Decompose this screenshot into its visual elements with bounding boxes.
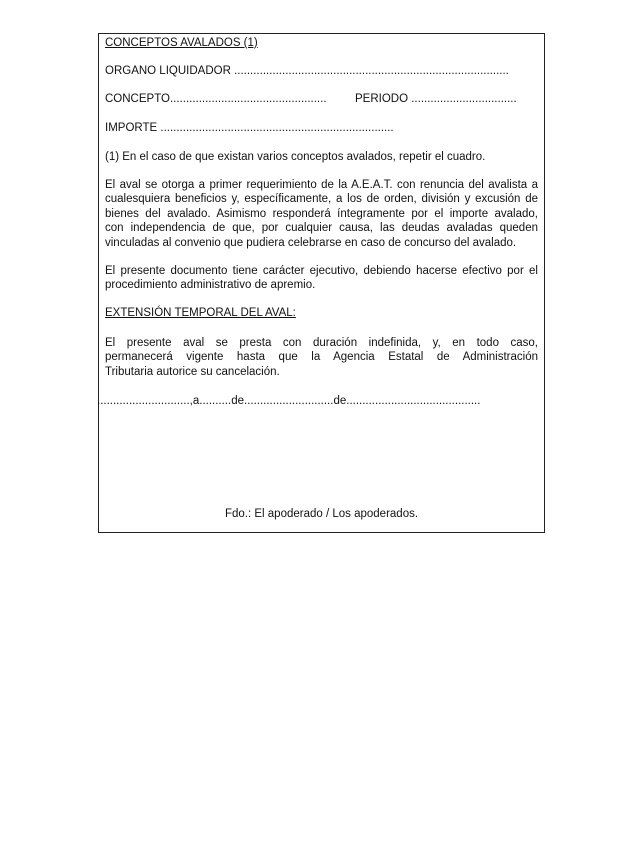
paragraph-aval-terms: [105, 178, 538, 250]
paragraph-line: vinculadas al convenio que pudiera celebrarse en caso de concurso del avalado.: [105, 236, 517, 249]
footnote: (1) En el caso de que existan varios conceptos avalados, repetir el cuadro.: [105, 151, 486, 163]
paragraph-line: con independencia de que, por cualquier causa, las deudas avaladas queden: [105, 222, 538, 235]
paragraph-line: El aval se otorga a primer requerimiento de la A.E.A.T. con renuncia del avalista a: [105, 179, 538, 191]
importe-field: IMPORTE .........................................................................: [105, 122, 394, 134]
paragraph-line: El presente aval se presta con duración indefinida, y, en todo caso,: [105, 337, 538, 349]
concepto-field: CONCEPTO.................................................: [105, 93, 327, 105]
signature-line: Fdo.: El apoderado / Los apoderados.: [224, 508, 419, 520]
paragraph-line: Tributaria autorice su cancelación.: [105, 365, 280, 378]
paragraph-executive: [105, 264, 538, 293]
paragraph-line: bienes del avalado. Asimismo responderá íntegramente por el importe avalado,: [105, 207, 538, 220]
section-heading-conceptos: CONCEPTOS AVALADOS (1): [105, 37, 258, 49]
periodo-field: PERIODO .................................: [355, 93, 517, 105]
paragraph-line: procedimiento administrativo de apremio.: [105, 279, 316, 292]
date-place-line: .............................,a..........de............................de..........................................: [97, 395, 481, 407]
paragraph-line: cualesquiera beneficios y, específicamente, a los de orden, división y excusión de: [105, 193, 538, 206]
section-title-extension: EXTENSIÓN TEMPORAL DEL AVAL:: [105, 307, 296, 319]
paragraph-line: El presente documento tiene carácter ejecutivo, debiendo hacerse efectivo por el: [105, 265, 538, 277]
paragraph-extension: [105, 336, 538, 379]
organo-liquidador-field: ORGANO LIQUIDADOR ......................................................................................: [105, 65, 509, 77]
guarantee-box: [98, 33, 545, 533]
paragraph-line: permanecerá vigente hasta que la Agencia Estatal de Administración: [105, 351, 538, 364]
